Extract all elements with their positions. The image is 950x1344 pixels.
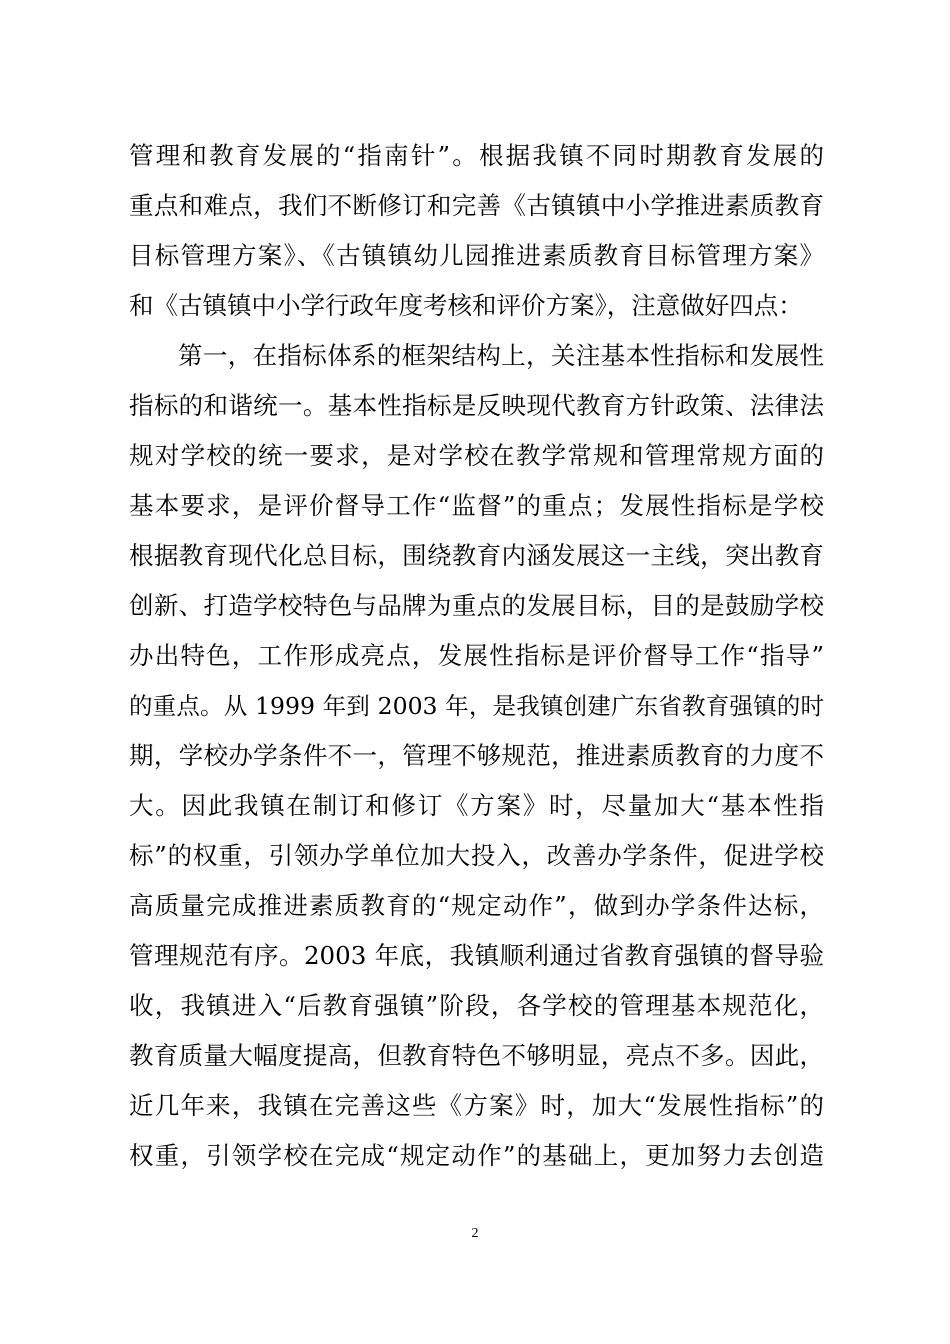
text-line: 教育质量大幅度提高，但教育特色不够明显，亮点不多。因此， bbox=[129, 1041, 824, 1070]
text-line: 目标管理方案》、《古镇镇幼儿园推进素质教育目标管理方案》 bbox=[129, 241, 824, 270]
text-line: 根据教育现代化总目标，围绕教育内涵发展这一主线，突出教育 bbox=[129, 541, 824, 570]
text-line: 规对学校的统一要求，是对学校在教学常规和管理常规方面的 bbox=[129, 441, 824, 470]
text-line: 重点和难点，我们不断修订和完善《古镇镇中小学推进素质教育 bbox=[129, 191, 824, 220]
text-line: 近几年来，我镇在完善这些《方案》时，加大“发展性指标”的 bbox=[129, 1091, 824, 1120]
text-line: 标”的权重，引领办学单位加大投入，改善办学条件，促进学校 bbox=[129, 841, 824, 870]
text-line: 和《古镇镇中小学行政年度考核和评价方案》，注意做好四点： bbox=[129, 291, 803, 320]
text-line: 指标的和谐统一。基本性指标是反映现代教育方针政策、法律法 bbox=[129, 391, 824, 420]
text-line: 期，学校办学条件不一，管理不够规范，推进素质教育的力度不 bbox=[129, 741, 824, 770]
text-line: 大。因此我镇在制订和修订《方案》时，尽量加大“基本性指 bbox=[129, 791, 824, 820]
text-line: 管理规范有序。2003 年底，我镇顺利通过省教育强镇的督导验 bbox=[129, 941, 824, 970]
page-number: 2 bbox=[471, 1226, 479, 1241]
paragraph-first-line: 第一，在指标体系的框架结构上，关注基本性指标和发展性 bbox=[178, 341, 824, 370]
text-line: 管理和教育发展的“指南针”。根据我镇不同时期教育发展的 bbox=[129, 141, 824, 170]
body-text bbox=[129, 131, 824, 1181]
text-line: 基本要求，是评价督导工作“监督”的重点；发展性指标是学校 bbox=[129, 491, 824, 520]
text-line: 办出特色，工作形成亮点，发展性指标是评价督导工作“指导” bbox=[129, 641, 824, 670]
text-line: 收，我镇进入“后教育强镇”阶段，各学校的管理基本规范化， bbox=[129, 991, 824, 1020]
text-line: 的重点。从 1999 年到 2003 年，是我镇创建广东省教育强镇的时 bbox=[129, 692, 824, 720]
text-line: 权重，引领学校在完成“规定动作”的基础上，更加努力去创造 bbox=[129, 1141, 824, 1170]
text-line: 高质量完成推进素质教育的“规定动作”，做到办学条件达标， bbox=[129, 891, 824, 920]
text-line: 创新、打造学校特色与品牌为重点的发展目标，目的是鼓励学校 bbox=[129, 591, 824, 620]
